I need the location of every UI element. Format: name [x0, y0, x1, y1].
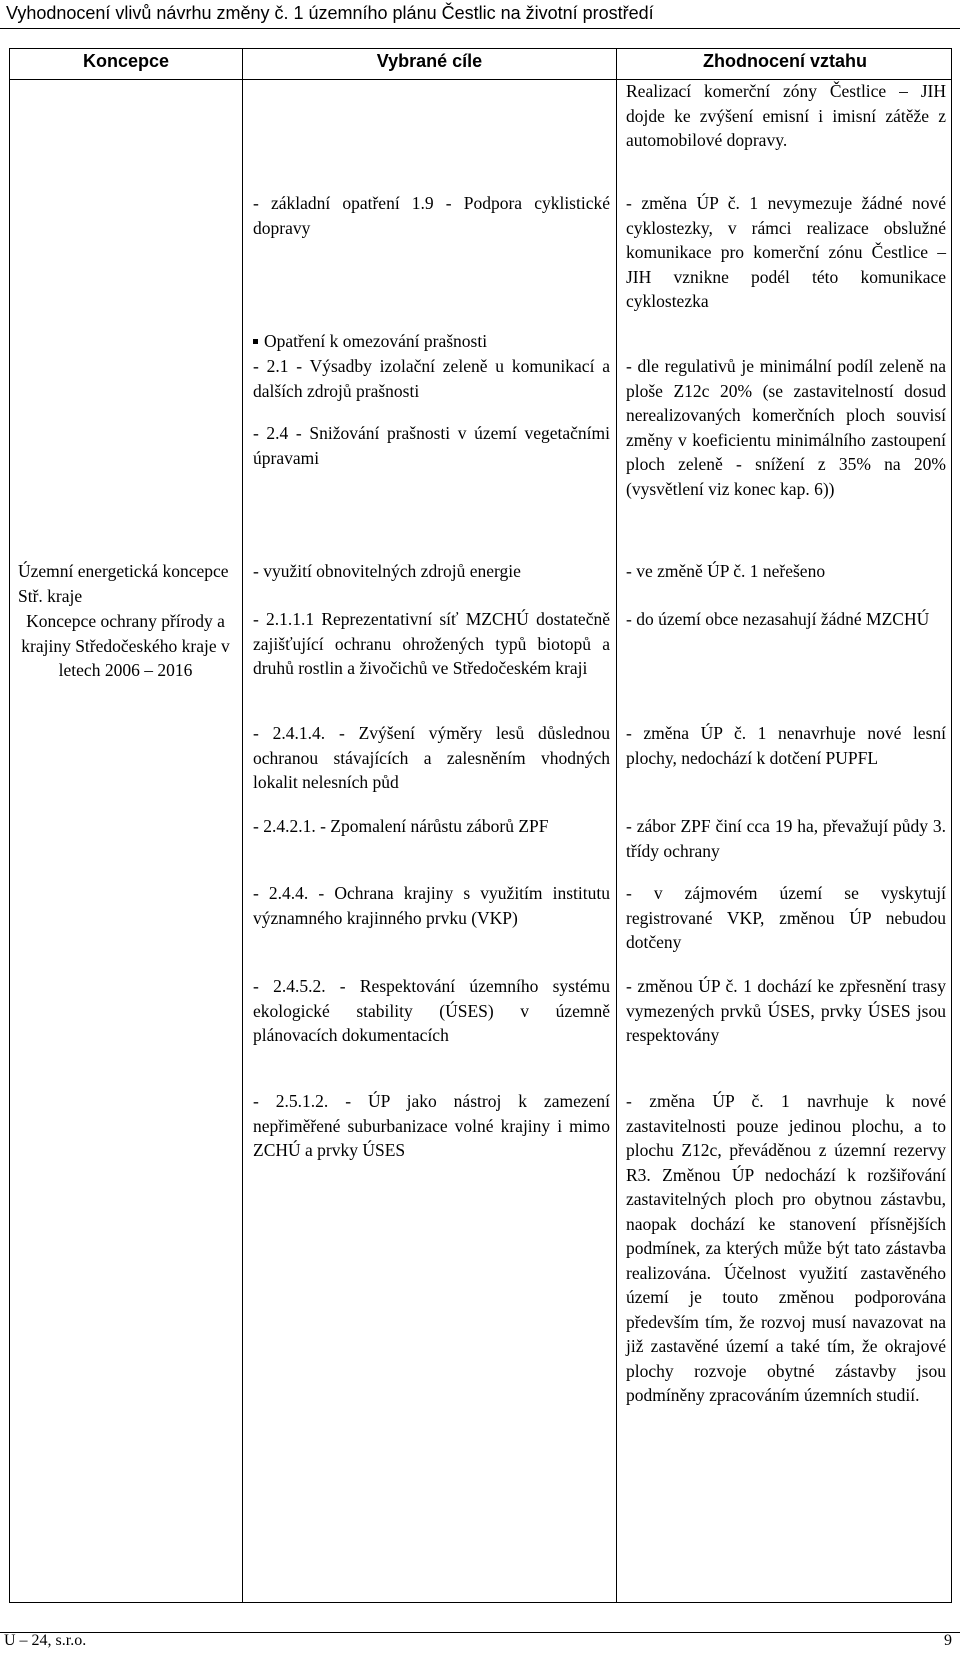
- eval-greenery: - dle regulativů je minimální podíl zeleně na ploše Z12c 20% (se zastavitelností dosud nerealizovaných komerčních ploch souvisí změny v koeficientu minimálního zastoupení ploch zeleně - snížení z 35% na 20% (vysvětlení viz konec kap. 6)): [626, 356, 946, 499]
- eval-forests: - změna ÚP č. 1 nenavrhuje nové lesní plochy, nedochází k dotčení PUPFL: [626, 723, 946, 768]
- footer-rule: [0, 1632, 960, 1633]
- eval-vkp: - v zájmovém území se vyskytují registrované VKP, změnou ÚP nebudou dotčeny: [626, 883, 946, 952]
- eval-mzchu: - do území obce nezasahují žádné MZCHÚ: [626, 609, 930, 629]
- goal-dust-greenery: - 2.1 - Výsadby izolační zeleně u komunikací a dalších zdrojů prašnosti: [253, 356, 610, 401]
- goal-suburbanization: - 2.5.1.2. - ÚP jako nástroj k zamezení nepřiměřené suburbanizace volné krajiny i mimo ZCHÚ a prvky ÚSES: [253, 1091, 610, 1160]
- bullet-icon: [253, 339, 258, 344]
- column-header-zhodnoceni: Zhodnocení vztahu: [703, 51, 867, 71]
- goal-renewable-energy: - využití obnovitelných zdrojů energie: [253, 561, 521, 581]
- eval-zpf: - zábor ZPF činí cca 19 ha, převažují půdy 3. třídy ochrany: [626, 816, 946, 861]
- footer-company: U – 24, s.r.o.: [4, 1632, 87, 1649]
- koncepce-energy: Územní energetická koncepce Stř. kraje: [18, 561, 229, 606]
- goal-dust-vegetation: - 2.4 - Snižování prašnosti v území vegetačními úpravami: [253, 423, 610, 468]
- goal-cycling: - základní opatření 1.9 - Podpora cyklistické dopravy: [253, 193, 610, 238]
- column-divider-1: [242, 49, 243, 1602]
- eval-uses: - změnou ÚP č. 1 dochází ke zpřesnění trasy vymezených prvků ÚSES, prvky ÚSES jsou respektovány: [626, 976, 946, 1045]
- page-header-title: Vyhodnocení vlivů návrhu změny č. 1 územního plánu Čestlic na životní prostředí: [6, 3, 654, 23]
- goal-forests: - 2.4.1.4. - Zvýšení výměry lesů důslednou ochranou stávajících a zalesněním vhodných lokalit nelesních půd: [253, 723, 610, 792]
- goal-vkp: - 2.4.4. - Ochrana krajiny s využitím institutu významného krajinného prvku (VKP): [253, 883, 610, 928]
- goal-mzchu: - 2.1.1.1 Reprezentativní síť MZCHÚ dostatečně zajišťující ochranu ohrožených typů biotopů a druhů rostlin a živočichů ve Středočeském kraji: [253, 609, 610, 678]
- eval-emissions: Realizací komerční zóny Čestlice – JIH dojde ke zvýšení emisní i imisní zátěže z automobilové dopravy.: [626, 81, 946, 150]
- page-number: 9: [944, 1632, 952, 1649]
- eval-renewable: - ve změně ÚP č. 1 neřešeno: [626, 561, 826, 581]
- column-header-cile: Vybrané cíle: [376, 51, 483, 71]
- koncepce-nature: Koncepce ochrany přírody a krajiny Středočeského kraje v letech 2006 – 2016: [21, 611, 230, 680]
- goal-dust-heading-text: Opatření k omezování prašnosti: [264, 331, 488, 351]
- column-divider-2: [616, 49, 617, 1602]
- eval-suburbanization: - změna ÚP č. 1 navrhuje k nové zastavitelnosti pouze jedinou plochu, a to plochu Z12c, převáděnou z územní rezervy R3. Změnou ÚP nedochází k rozšiřování zastavitelných ploch pro obytnou zástavbu, naopak dochází ke stanovení přísnějších podmínek, za kterých může být tato zástavba realizována. Účelnost využití zastavěného území je touto změnou podporována především tím, že rozvoj musí navazovat na již zastavěné území a také tím, že okrajové plochy rozvoje obytné zástavby jsou podmíněny zpracováním územních studií.: [626, 1091, 946, 1405]
- header-rule: [0, 28, 960, 29]
- goal-dust-heading: [251, 329, 610, 354]
- goal-zpf: - 2.4.2.1. - Zpomalení nárůstu záborů ZPF: [253, 816, 549, 836]
- column-header-koncepce: Koncepce: [82, 51, 170, 71]
- evaluation-table: [9, 48, 952, 1603]
- eval-cycling: - změna ÚP č. 1 nevymezuje žádné nové cyklostezky, v rámci realizace obslužné komunikace pro komerční zónu Čestlice – JIH vznikne podél této komunikace cyklostezka: [626, 193, 946, 311]
- goal-uses: - 2.4.5.2. - Respektování územního systému ekologické stability (ÚSES) v územně plánovacích dokumentacích: [253, 976, 610, 1045]
